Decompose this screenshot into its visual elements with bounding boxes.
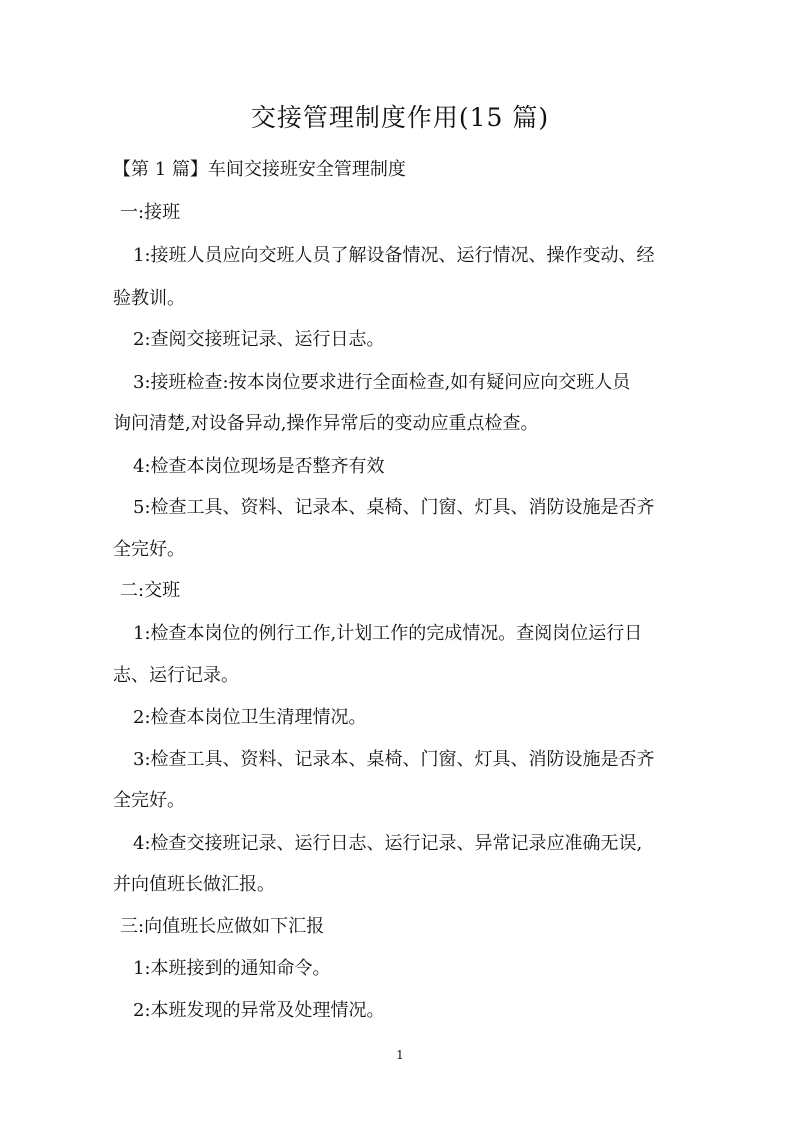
paragraph-line: 全完好。 — [113, 539, 185, 560]
paragraph-line: 3:检查工具、资料、记录本、桌椅、门窗、灯具、消防设施是否齐 — [133, 749, 655, 770]
document-title: 交接管理制度作用(15 篇) — [250, 103, 550, 132]
paragraph-line: 4:检查本岗位现场是否整齐有效 — [133, 456, 385, 477]
paragraph-line: 1:本班接到的通知命令。 — [133, 958, 331, 979]
paragraph-line: 2:查阅交接班记录、运行日志。 — [133, 329, 385, 350]
section-heading: 一:接班 — [120, 202, 181, 223]
paragraph-line: 询问清楚,对设备异动,操作异常后的变动应重点检查。 — [113, 413, 539, 434]
paragraph-line: 1:检查本岗位的例行工作,计划工作的完成情况。查阅岗位运行日 — [133, 623, 643, 644]
paragraph-line: 4:检查交接班记录、运行日志、运行记录、异常记录应准确无误, — [133, 833, 643, 854]
page-number: 1 — [396, 1048, 404, 1062]
paragraph-line: 3:接班检查:按本岗位要求进行全面检查,如有疑问应向交班人员 — [133, 372, 631, 393]
paragraph-line: 1:接班人员应向交班人员了解设备情况、运行情况、操作变动、经 — [133, 245, 655, 266]
paragraph-line: 志、运行记录。 — [113, 665, 239, 686]
paragraph-line: 并向值班长做汇报。 — [113, 874, 275, 895]
paragraph-line: 验教训。 — [113, 288, 185, 309]
paragraph-line: 5:检查工具、资料、记录本、桌椅、门窗、灯具、消防设施是否齐 — [133, 497, 655, 518]
paragraph-line: 全完好。 — [113, 790, 185, 811]
section-heading: 二:交班 — [120, 580, 181, 601]
paragraph-line: 2:检查本岗位卫生清理情况。 — [133, 707, 367, 728]
chapter-heading: 【第 1 篇】车间交接班安全管理制度 — [113, 159, 406, 180]
paragraph-line: 2:本班发现的异常及处理情况。 — [133, 1000, 385, 1021]
section-heading: 三:向值班长应做如下汇报 — [120, 916, 325, 937]
